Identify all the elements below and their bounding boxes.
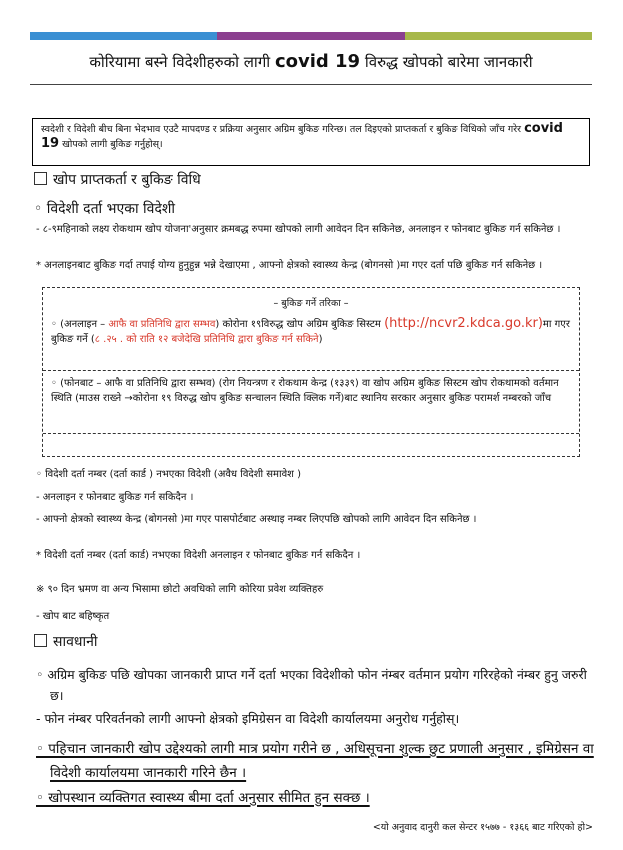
section-recipients-title: खोप प्राप्तकर्ता र बुकिङ विधि <box>53 172 201 188</box>
online-highlight: आफै वा प्रतिनिधि द्वारा सम्भव <box>108 319 216 330</box>
page-title <box>30 50 592 74</box>
booking-methods-title: – बुकिङ गर्ने तरिका – <box>273 298 349 309</box>
color-bar-green <box>405 32 592 40</box>
phone-label: ◦ (फोनबाट – आफै वा प्रतिनिधि द्वारा सम्भव) <box>51 378 216 389</box>
unregistered-heading: ◦ विदेशी दर्ता नम्बर (दर्ता कार्ड ) नभएका विदेशी (अवैध विदेशी समावेश ) <box>36 469 302 480</box>
booking-methods-box <box>42 287 580 457</box>
short-stay-item-1: - खोप बाट बहिष्कृत <box>36 611 110 622</box>
online-highlight-2: ८ .२५ . को राति १२ बजेदेखि प्रतिनिधि द्वारा बुकिङ गर्न सकिने <box>94 334 319 345</box>
caution-item-3-text: ◦ पहिचान जानकारी खोप उद्देश्यको लागी मात्र प्रयोग गरीने छ , अधिसूचना शुल्क छुट प्रणाली अनुसार , इमिग्रेसन वा विदेशी कार्यालयमा जानकारी गरिने छैन । <box>36 741 594 781</box>
checkbox-icon <box>34 172 47 185</box>
section-recipients-heading <box>34 170 201 190</box>
caution-item-3 <box>36 737 596 785</box>
phone-text: (रोग नियन्त्रण र रोकथाम केन्द्र (१३३९) वा खोप अग्रिम बुकिङ सिस्टम खोप रोकथामको वर्तमान स्थिति (माउस राख्ने →कोरोना १९ विरुद्ध खोप बुकिङ सन्चालन स्थिति क्लिक गर्ने)बाट स्थानिय सरकार अनुसार बुकिङ परामर्श नम्बरको जाँच <box>51 378 559 404</box>
online-method <box>51 316 571 347</box>
short-stay-heading: ※ ९० दिन भ्रमण वा अन्य भिसामा छोटो अवधिको लागि कोरिया प्रवेश व्यक्तिहरु <box>36 584 324 595</box>
online-close-2: ) <box>318 334 323 345</box>
unregistered-item-2: - आफ्नो क्षेत्रको स्वास्थ्य केन्द्र (बोगनसो )मा गएर पासपोर्टबाट अस्थाइ नम्बर लिएपछि खोपको लागि आवेदन दिन सकिनेछ । <box>36 514 477 525</box>
caution-item-4 <box>36 788 596 809</box>
checkbox-icon <box>34 634 47 647</box>
phone-method <box>51 376 571 406</box>
methods-divider <box>43 370 579 371</box>
caution-item-2: - फोन नंम्बर परिवर्तनको लागी आफ्नो क्षेत्रको इमिग्रेसन वा विदेशी कार्यालयमा अनुरोध गर्नुहोस्। <box>36 711 460 726</box>
caution-item-1: ◦ अग्रिम बुकिङ पछि खोपका जानकारी प्राप्त गर्ने दर्ता भएका विदेशीको फोन नंम्बर वर्तमान प्रयोग गरिरहेको नंम्बर हुनु जरुरी छ। <box>36 667 587 703</box>
online-url-link[interactable]: (http://ncvr2.kdca.go.kr) <box>384 316 543 331</box>
methods-bottom-divider <box>43 433 579 434</box>
title-strong: covid 19 <box>274 51 361 72</box>
color-bar-purple <box>217 32 404 40</box>
intro-text-2: खोपको लागी बुकिङ गर्नुहोस्। <box>62 139 163 150</box>
online-text-2: मा गएर बुकिङ गर्ने ( <box>51 319 570 345</box>
registered-item-1: - ८-९महिनाको लक्ष्य रोकथाम खोप योजना'अनुसार क्रमबद्ध रुपमा खोपको लागी आवेदन दिन सकिनेछ, अनलाइन र फोनबाट बुकिङ गर्न सकिनेछ । <box>36 224 561 235</box>
title-divider <box>30 84 592 85</box>
registered-foreigner-heading: ◦ विदेशी दर्ता भएका विदेशी <box>34 201 176 217</box>
title-suffix: विरुद्ध खोपको बारेमा जानकारी <box>364 53 533 71</box>
title-prefix: कोरियामा बस्ने विदेशीहरुको लागी <box>89 53 271 71</box>
online-label: ◦ (अनलाइन – <box>51 319 106 330</box>
online-close: ) <box>215 319 220 330</box>
section-caution-heading <box>34 632 98 652</box>
intro-box <box>32 118 590 166</box>
unregistered-item-3: * विदेशी दर्ता नम्बर (दर्ता कार्ड) नभएका विदेशी अनलाइन र फोनबाट बुकिङ गर्न सकिदैन । <box>36 550 361 561</box>
header-color-bar <box>30 32 592 40</box>
caution-item-4-text: ◦ खोपस्थान व्यक्तिगत स्वास्थ्य बीमा दर्ता अनुसार सीमित हुन सक्छ । <box>36 790 370 806</box>
section-caution-title: सावधानी <box>53 634 98 650</box>
translation-credit: <यो अनुवाद दानुरी कल सेन्टर १५७७ - १३६६ बाट गरिएको हो> <box>372 822 593 833</box>
online-text: कोरोना १९विरुद्ध खोप अग्रिम बुकिङ सिस्टम <box>222 319 381 330</box>
unregistered-item-1: - अनलाइन र फोनबाट बुकिङ गर्न सकिदैन । <box>36 492 194 503</box>
intro-text-1: स्वदेशी र विदेशी बीच बिना भेदभाव एउटै मापदण्ड र प्रक्रिया अनुसार अग्रिम बुकिङ गरिन्छ। तल दिइएको प्राप्तकर्ता र बुकिङ विधिको जाँच गरेर <box>41 124 522 135</box>
registered-item-2: * अनलाइनबाट बुकिङ गर्दा तपाई योग्य हुनुहुन्न भन्ने देखाएमा , आफ्नो क्षेत्रको स्वास्थ्य केन्द्र (बोगनसो )मा गएर दर्ता पछि बुकिङ गर्न सकिनेछ । <box>36 260 543 271</box>
intro-strong: covid 19 <box>41 121 563 151</box>
color-bar-blue <box>30 32 217 40</box>
